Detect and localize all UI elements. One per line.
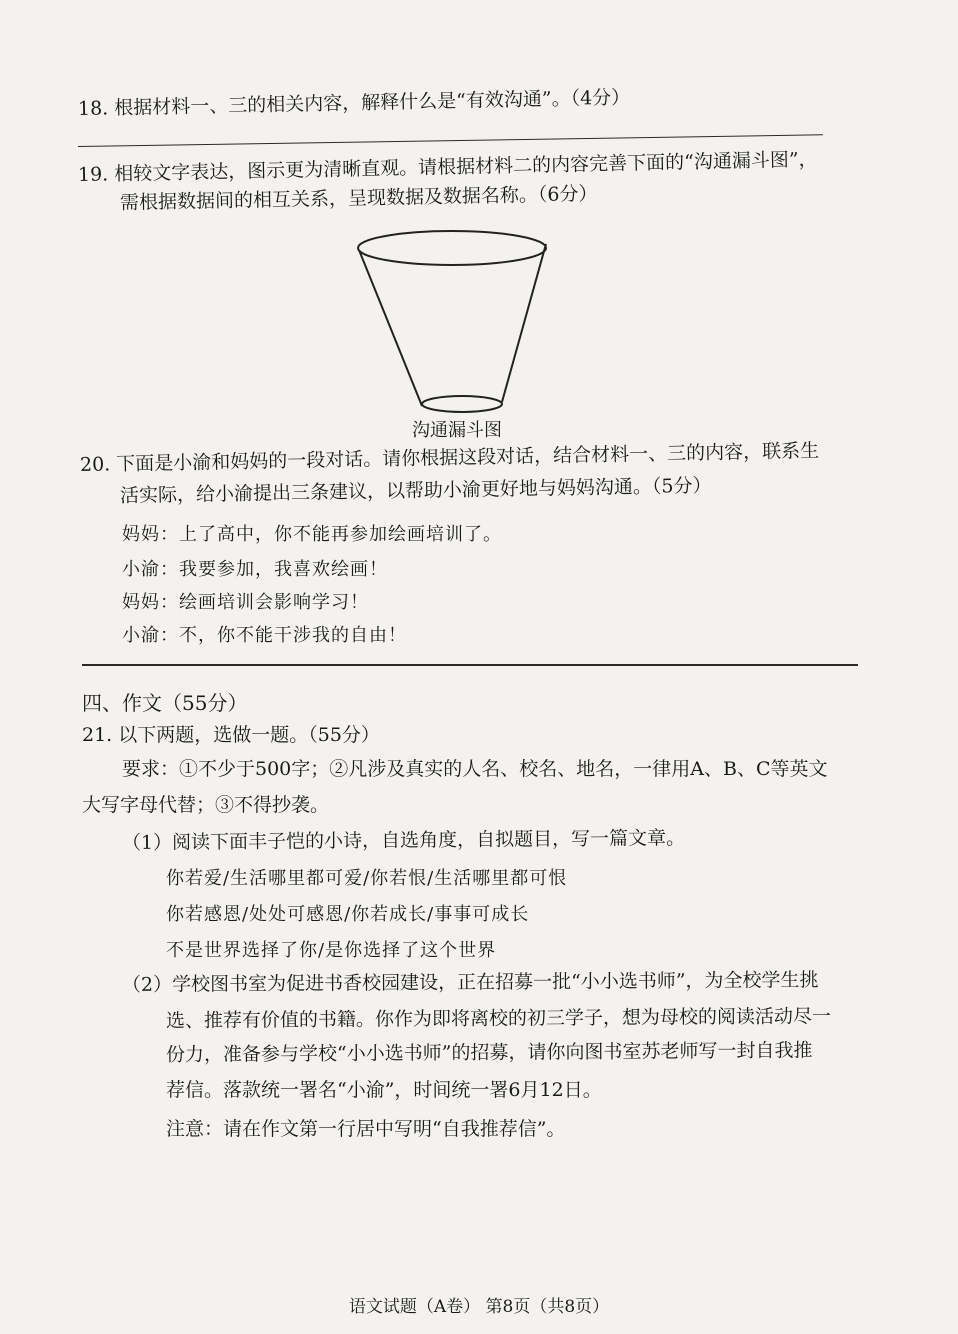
question-19-line2: 需根据数据间的相互关系，呈现数据及数据名称。（6分） (119, 182, 598, 214)
requirements-line1: 要求：①不少于500字；②凡涉及真实的人名、校名、地名，一律用A、B、C等英文 (122, 758, 828, 780)
option-2-line2: 选、推荐有价值的书籍。你作为即将离校的初三学子，想为母校的阅读活动尽一 (165, 1005, 832, 1032)
question-18: 18. 根据材料一、三的相关内容，解释什么是“有效沟通”。（4分） (77, 86, 631, 120)
section-heading: 四、作文（55分） (82, 691, 248, 715)
question-21: 21. 以下两题，选做一题。（55分） (82, 724, 380, 746)
poem-line: 你若爱/生活哪里都可爱/你若恨/生活哪里都可恨 (166, 868, 568, 889)
answer-line-18 (78, 134, 823, 147)
dialogue-line: 妈妈：绘画培训会影响学习！ (122, 592, 369, 613)
funnel-caption: 沟通漏斗图 (412, 420, 502, 441)
poem-line: 你若感恩/处处可感恩/你若成长/事事可成长 (166, 904, 530, 925)
option-2-line1: （2）学校图书室为促进书香校园建设，正在招募一批“小小选书师”，为全校学生挑 (121, 969, 819, 996)
question-19-line1: 19. 相较文字表达，图示更为清晰直观。请根据材料二的内容完善下面的“沟通漏斗图”， (77, 148, 818, 186)
funnel-right-side (502, 244, 546, 402)
dialogue-line: 小渝：不，你不能干涉我的自由！ (122, 625, 407, 646)
requirements-line2: 大写字母代替；③不得抄袭。 (82, 794, 330, 816)
funnel-bottom-rim (422, 396, 502, 412)
funnel-diagram (356, 222, 556, 422)
section-divider (82, 664, 858, 666)
poem-line: 不是世界选择了你/是你选择了这个世界 (166, 940, 497, 961)
note: 注意：请在作文第一行居中写明“自我推荐信”。 (166, 1118, 566, 1140)
funnel-left-side (359, 250, 422, 406)
dialogue-line: 妈妈：上了高中，你不能再参加绘画培训了。 (122, 524, 502, 545)
option-2-line3: 份力，准备参与学校“小小选书师”的招募，请你向图书室苏老师写一封自我推 (165, 1039, 813, 1066)
question-20-line2: 活实际，给小渝提出三条建议，以帮助小渝更好地与妈妈沟通。（5分） (119, 474, 712, 507)
page-footer: 语文试题（A卷） 第8页（共8页） (348, 1297, 610, 1317)
question-20-line1: 20. 下面是小渝和妈妈的一段对话。请你根据这段对话，结合材料一、三的内容，联系生 (79, 439, 820, 476)
option-2-line4: 荐信。落款统一署名“小渝”，时间统一署6月12日。 (166, 1079, 602, 1101)
option-1: （1）阅读下面丰子恺的小诗，自选角度，自拟题目，写一篇文章。 (121, 827, 686, 854)
dialogue-line: 小渝：我要参加，我喜欢绘画！ (122, 559, 388, 580)
funnel-top-rim (358, 231, 546, 265)
